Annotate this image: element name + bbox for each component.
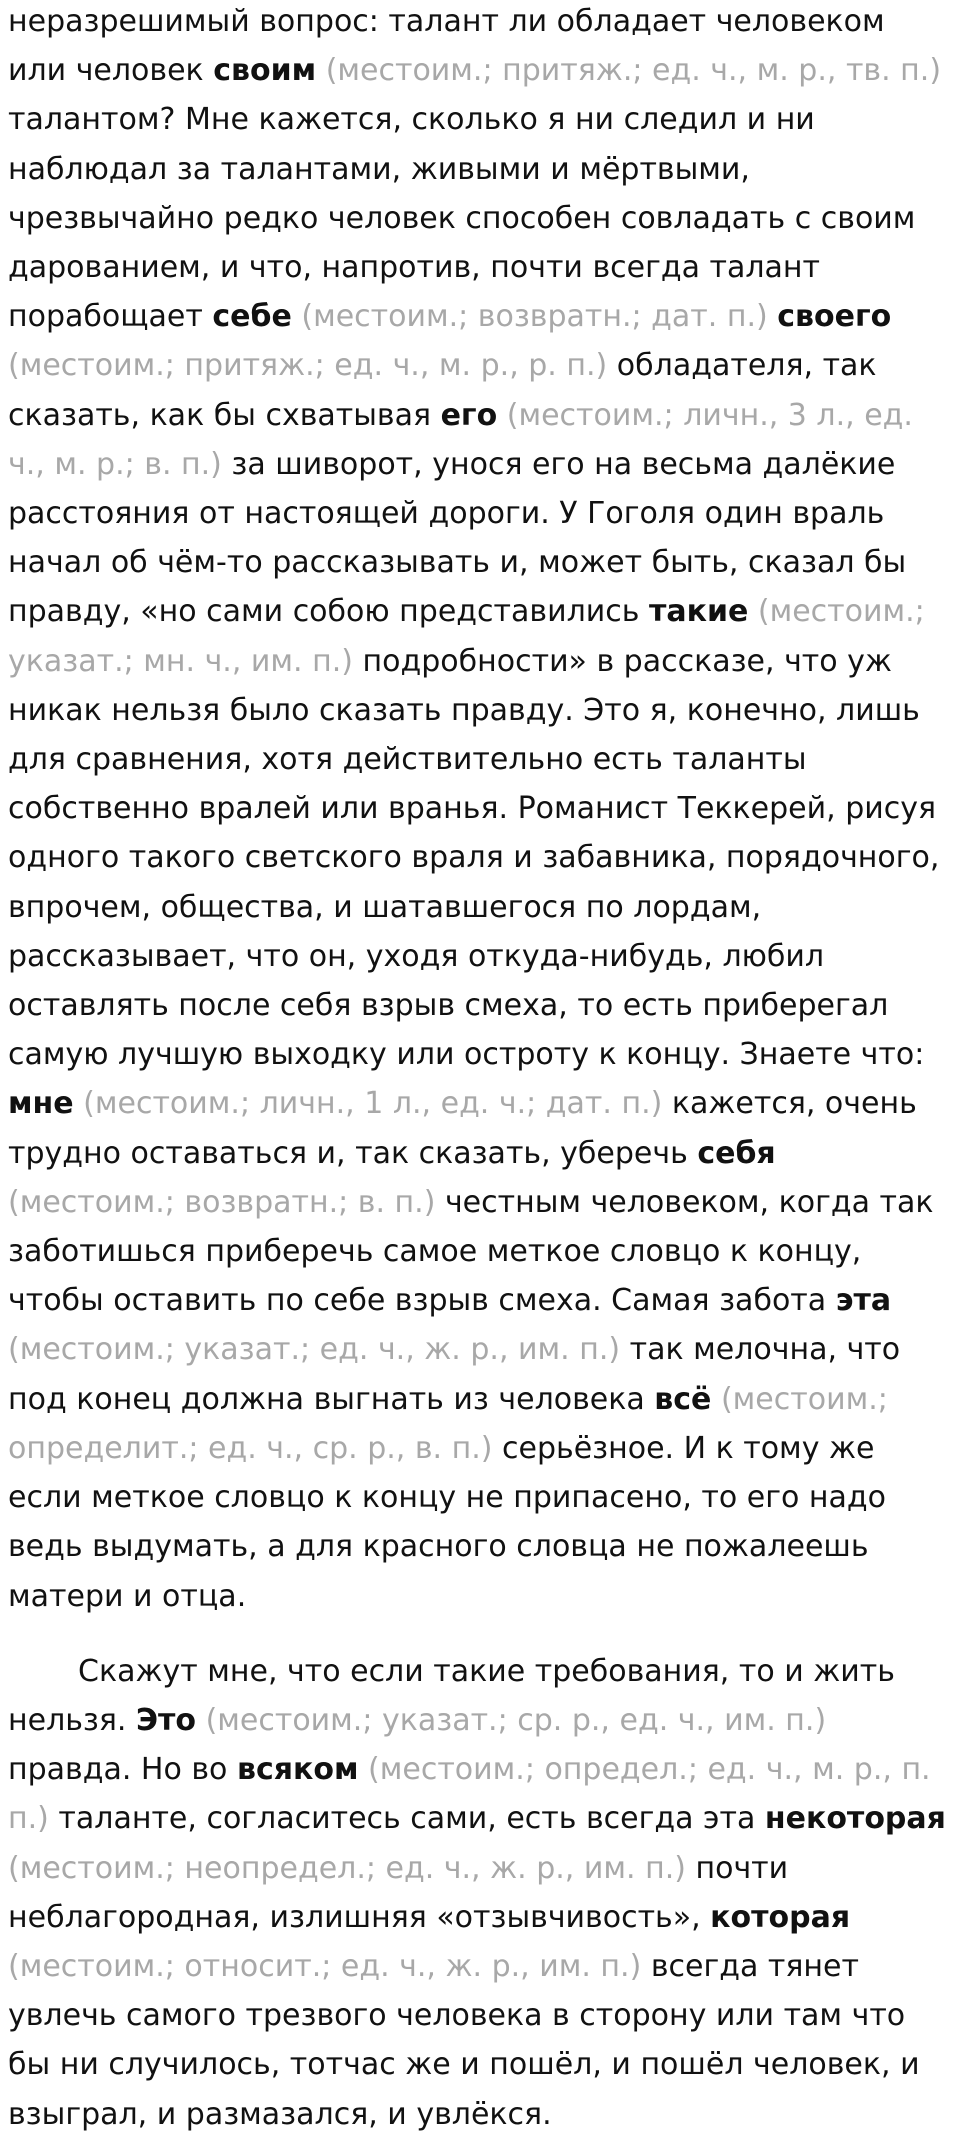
highlighted-pronoun: своим: [213, 53, 317, 89]
paragraph: [8, 0, 950, 1621]
highlighted-pronoun: эта: [835, 1283, 892, 1319]
body-text: за шиворот, унося его на весьма далёкие расстояния от настоящей дороги. У Гоголя один враль начал об чём-то рассказывать и, может быть, сказал бы правду, «но сами собою представились: [8, 446, 907, 630]
highlighted-pronoun: его: [440, 397, 498, 433]
grammar-annotation: (местоим.; указат.; ср. р., ед. ч., им. п.): [205, 1702, 827, 1738]
grammar-annotation: (местоим.; возвратн.; в. п.): [8, 1184, 436, 1220]
body-text: всегда тянет увлечь самого трезвого человека в сторону или там что бы ни случилось, тотчас же и пошёл, и пошёл человек, и взыграл, и размазался, и увлёкся.: [8, 1948, 920, 2132]
body-text: таланте, согласитесь сами, есть всегда эта: [58, 1801, 765, 1837]
grammar-annotation: (местоим.; притяж.; ед. ч., м. р., тв. п.): [325, 53, 942, 89]
body-text: так мелочна, что под конец должна выгнать из человека: [8, 1332, 901, 1417]
body-text: честным человеком, когда так заботишься приберечь самое меткое словцо к концу, чтобы оставить по себе взрыв смеха. Самая забота: [8, 1184, 934, 1319]
paragraph: [8, 1647, 950, 2139]
highlighted-pronoun: себя: [697, 1135, 776, 1171]
body-text: почти неблагородная, излишняя «отзывчивость»,: [8, 1850, 789, 1935]
grammar-annotation: (местоим.; личн., 1 л., ед. ч.; дат. п.): [83, 1086, 663, 1122]
highlighted-pronoun: своего: [777, 299, 892, 335]
highlighted-pronoun: всё: [654, 1381, 712, 1417]
grammar-annotation: (местоим.; возвратн.; дат. п.): [301, 299, 768, 335]
body-text: правда. Но во: [8, 1752, 237, 1788]
body-text: неразрешимый вопрос: талант ли обладает человеком или человек: [8, 4, 885, 89]
body-text: подробности» в рассказе, что уж никак нельзя было сказать правду. Это я, конечно, лишь для сравнения, хотя действительно есть таланты собственно вралей или вранья. Романист Теккерей, рисуя одного такого светского враля и забавника, порядочного, впрочем, общества, и шатавшегося по лордам, рассказывает, что он, уходя откуда-нибудь, любил оставлять после себя взрыв смеха, то есть приберегал самую лучшую выходку или остроту к концу. Знаете что:: [8, 643, 940, 1073]
body-text: кажется, очень трудно оставаться и, так сказать, уберечь: [8, 1086, 917, 1171]
body-text: обладателя, так сказать, как бы схватывая: [8, 348, 877, 433]
highlighted-pronoun: такие: [648, 594, 749, 630]
body-text: талантом? Мне кажется, сколько я ни следил и ни наблюдал за талантами, живыми и мёртвыми, чрезвычайно редко человек способен совладать с своим дарованием, и что, напротив, почти всегда талант порабощает: [8, 102, 916, 335]
grammar-annotation: (местоим.; неопредел.; ед. ч., ж. р., им. п.): [8, 1850, 686, 1886]
highlighted-pronoun: которая: [710, 1899, 851, 1935]
grammar-annotation: (местоим.; определит.; ед. ч., ср. р., в. п.): [8, 1381, 888, 1466]
highlighted-pronoun: некоторая: [764, 1801, 946, 1837]
grammar-annotation: (местоим.; указат.; мн. ч., им. п.): [8, 594, 925, 679]
body-text: Скажут мне, что если такие требования, то и жить нельзя.: [8, 1653, 895, 1738]
grammar-annotation: (местоим.; притяж.; ед. ч., м. р., р. п.): [8, 348, 608, 384]
grammar-annotation: (местоим.; определ.; ед. ч., м. р., п. п.): [8, 1752, 931, 1837]
highlighted-pronoun: себе: [212, 299, 292, 335]
highlighted-pronoun: всяком: [236, 1752, 359, 1788]
grammar-annotation: (местоим.; относит.; ед. ч., ж. р., им. п.): [8, 1948, 642, 1984]
grammar-annotation: (местоим.; личн., 3 л., ед. ч., м. р.; в. п.): [8, 397, 913, 482]
highlighted-pronoun: Это: [136, 1702, 197, 1738]
grammar-annotation: (местоим.; указат.; ед. ч., ж. р., им. п.): [8, 1332, 621, 1368]
highlighted-pronoun: мне: [8, 1086, 74, 1122]
body-text: серьёзное. И к тому же если меткое словцо к концу не припасено, то его надо ведь выдумать, а для красного словца не пожалеешь матери и отца.: [8, 1430, 886, 1614]
